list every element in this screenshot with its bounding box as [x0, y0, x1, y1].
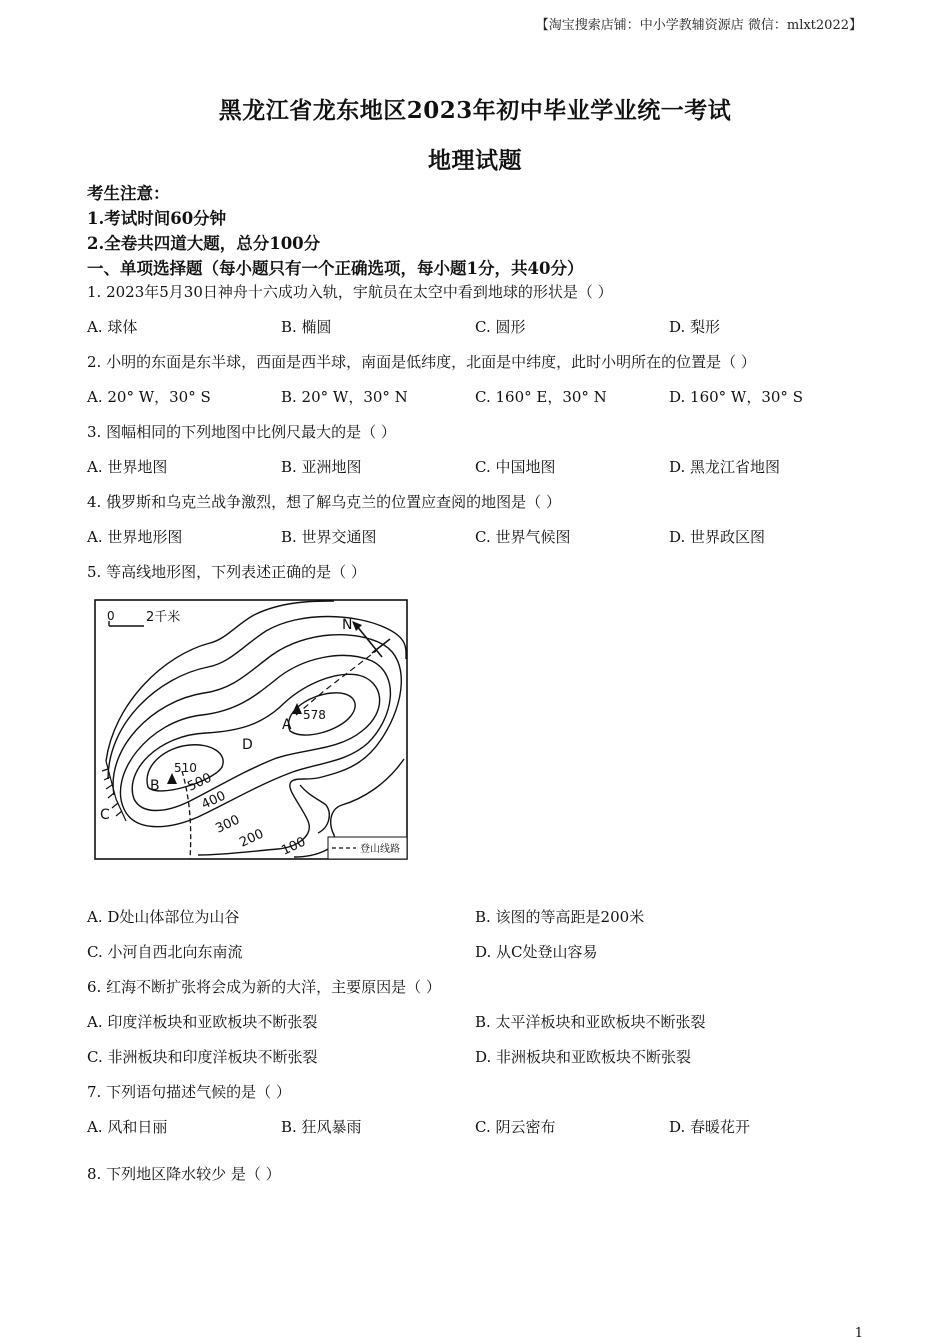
q4-option-a[interactable]: A. 世界地形图 — [87, 528, 183, 546]
q3-option-c[interactable]: C. 中国地图 — [475, 458, 556, 476]
question-7: 7. 下列语句描述气候的是（ ） — [87, 1083, 291, 1101]
notice-line-1: 1.考试时间60分钟 — [87, 209, 227, 228]
q2-option-b[interactable]: B. 20° W，30° N — [281, 388, 408, 406]
q6-option-d[interactable]: D. 非洲板块和亚欧板块不断张裂 — [475, 1048, 692, 1066]
question-3: 3. 图幅相同的下列地图中比例尺最大的是（ ） — [87, 423, 396, 441]
contour-label-300: 300 — [213, 812, 243, 837]
q1-option-a[interactable]: A. 球体 — [87, 318, 138, 336]
scale-zero: 0 — [107, 609, 115, 623]
q7-option-d[interactable]: D. 春暖花开 — [669, 1118, 751, 1136]
q2-option-c[interactable]: C. 160° E，30° N — [475, 388, 607, 406]
peak-b-label: B — [150, 778, 160, 794]
legend-label: 登山线路 — [360, 844, 400, 855]
q4-option-d[interactable]: D. 世界政区图 — [669, 528, 766, 546]
question-2: 2. 小明的东面是东半球，西面是西半球，南面是低纬度，北面是中纬度，此时小明所在的位置是（ ） — [87, 353, 756, 371]
question-8: 8. 下列地区降水较少 是（ ） — [87, 1165, 281, 1183]
peak-a-elevation: 578 — [303, 708, 326, 722]
scale-label: 2千米 — [146, 610, 181, 625]
contour-label-400: 400 — [199, 788, 229, 813]
notice-heading: 考生注意： — [87, 184, 170, 203]
point-c-label: C — [100, 807, 110, 823]
exam-title: 黑龙江省龙东地区2023年初中毕业学业统一考试 — [218, 97, 732, 124]
q7-option-c[interactable]: C. 阴云密布 — [475, 1118, 556, 1136]
peak-a-label: A — [282, 717, 292, 733]
q6-option-c[interactable]: C. 非洲板块和印度洋板块不断张裂 — [87, 1048, 318, 1066]
q5-option-d[interactable]: D. 从C处登山容易 — [475, 943, 598, 961]
q3-option-b[interactable]: B. 亚洲地图 — [281, 458, 362, 476]
north-label: N — [342, 617, 353, 633]
q3-option-a[interactable]: A. 世界地图 — [87, 458, 168, 476]
contour-label-200: 200 — [237, 826, 267, 851]
exam-subtitle: 地理试题 — [428, 147, 522, 174]
q6-option-b[interactable]: B. 太平洋板块和亚欧板块不断张裂 — [475, 1013, 706, 1031]
q2-option-a[interactable]: A. 20° W，30° S — [87, 388, 211, 406]
question-4: 4. 俄罗斯和乌克兰战争激烈，想了解乌克兰的位置应查阅的地图是（ ） — [87, 493, 561, 511]
q7-option-a[interactable]: A. 风和日丽 — [87, 1118, 168, 1136]
contour-label-500: 500 — [185, 770, 215, 795]
q7-option-b[interactable]: B. 狂风暴雨 — [281, 1118, 362, 1136]
q1-option-d[interactable]: D. 梨形 — [669, 318, 721, 336]
header-note: 【淘宝搜索店铺：中小学教辅资源店 微信：mlxt2022】 — [535, 18, 862, 33]
question-1: 1. 2023年5月30日神舟十六成功入轨，宇航员在太空中看到地球的形状是（ ） — [87, 283, 613, 301]
peak-b-elevation: 510 — [174, 761, 197, 775]
q1-option-b[interactable]: B. 椭圆 — [281, 318, 332, 336]
map-border — [95, 600, 407, 859]
q4-option-c[interactable]: C. 世界气候图 — [475, 528, 571, 546]
point-d-label: D — [242, 737, 253, 753]
q4-option-b[interactable]: B. 世界交通图 — [281, 528, 377, 546]
section-heading: 一、单项选择题（每小题只有一个正确选项，每小题1分，共40分） — [87, 259, 584, 278]
contour-label-100: 100 — [279, 834, 309, 859]
notice-line-2: 2.全卷共四道大题，总分100分 — [87, 234, 321, 253]
q1-option-c[interactable]: C. 圆形 — [475, 318, 526, 336]
q5-option-c[interactable]: C. 小河自西北向东南流 — [87, 943, 243, 961]
page-number: 1 — [854, 1326, 863, 1341]
question-6: 6. 红海不断扩张将会成为新的大洋，主要原因是（ ） — [87, 978, 441, 996]
q5-option-b[interactable]: B. 该图的等高距是200米 — [475, 908, 645, 926]
q3-option-d[interactable]: D. 黑龙江省地图 — [669, 458, 781, 476]
question-5: 5. 等高线地形图，下列表述正确的是（ ） — [87, 563, 366, 581]
q6-option-a[interactable]: A. 印度洋板块和亚欧板块不断张裂 — [87, 1013, 318, 1031]
q2-option-d[interactable]: D. 160° W，30° S — [669, 388, 803, 406]
contour-map — [94, 599, 408, 860]
q5-option-a[interactable]: A. D处山体部位为山谷 — [87, 908, 240, 926]
